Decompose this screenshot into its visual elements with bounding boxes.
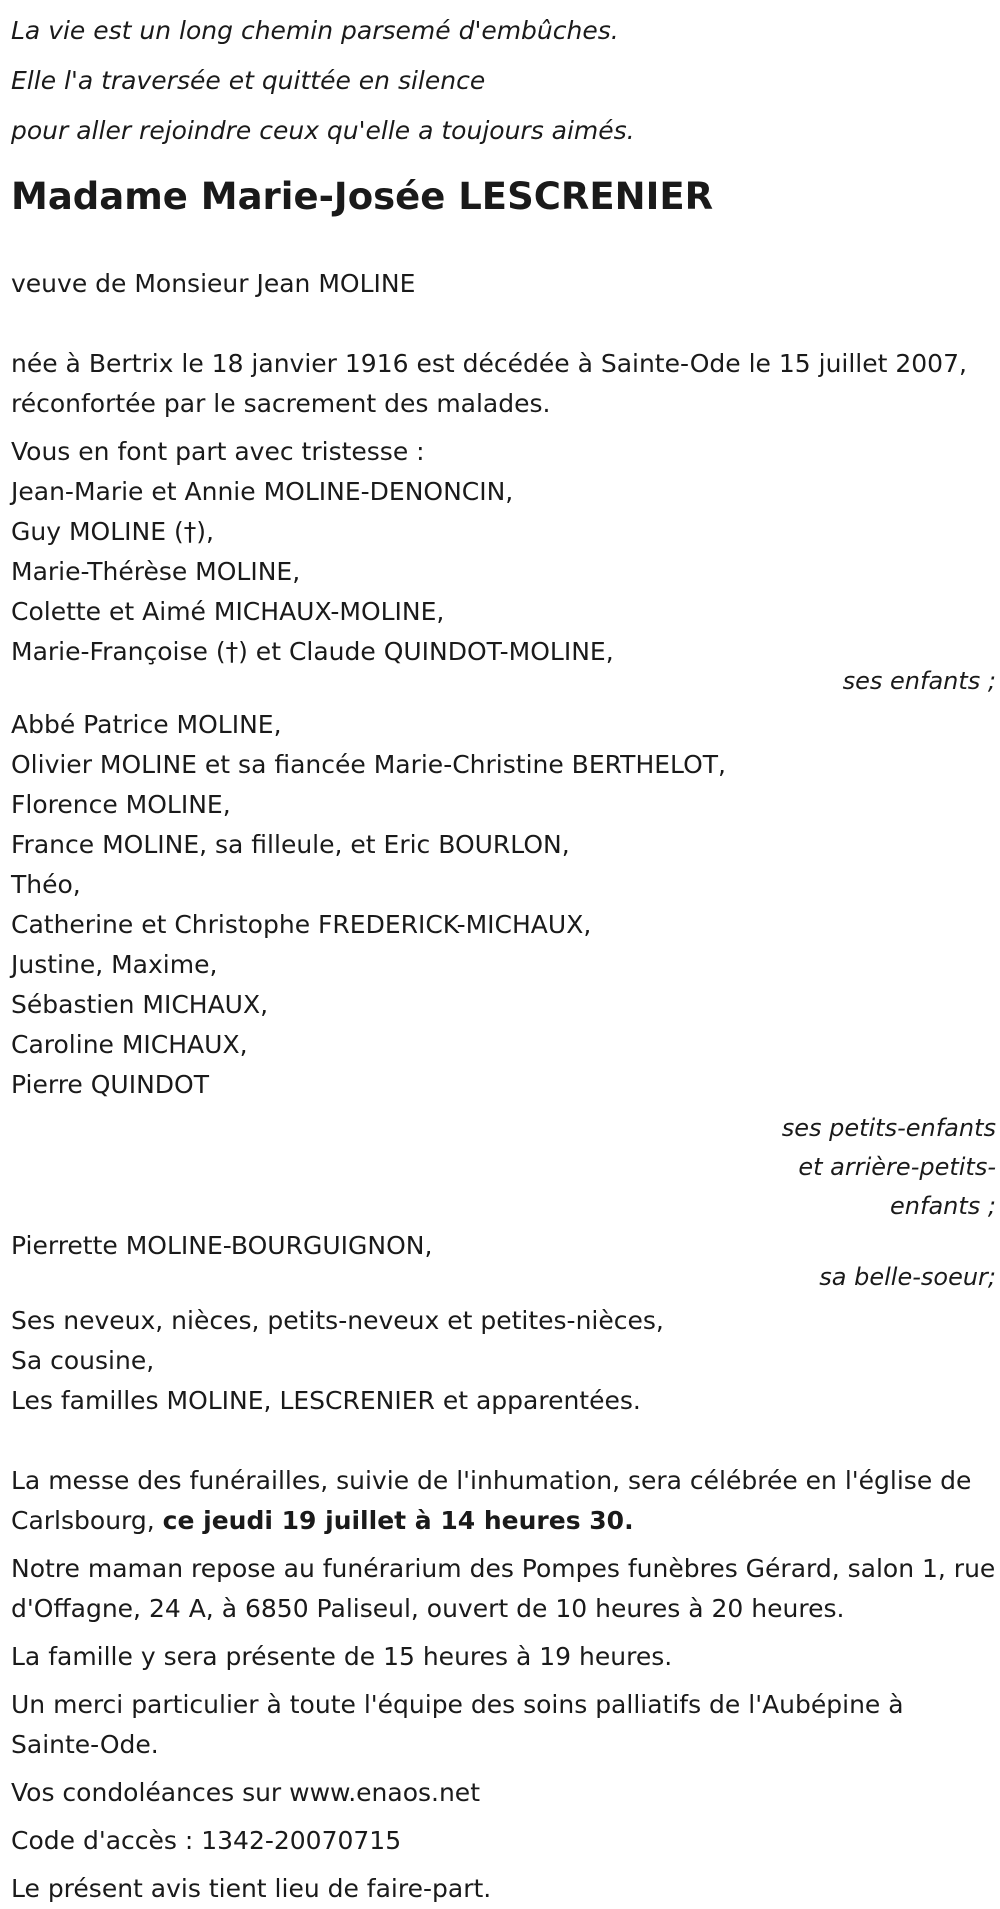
birth-death: née à Bertrix le 18 janvier 1916 est décédée à Sainte-Ode le 15 juillet 2007, réconfortée par le sacrement des malades. bbox=[11, 349, 967, 418]
thanks: Un merci particulier à toute l'équipe des soins palliatifs de l'Aubépine à Sainte-Ode. bbox=[11, 1690, 904, 1759]
list-item: Sébastien MICHAUX, bbox=[11, 990, 269, 1019]
children-list bbox=[11, 472, 996, 672]
condolences: Vos condoléances sur www.enaos.net bbox=[11, 1778, 480, 1807]
grandchildren-relation bbox=[11, 1109, 996, 1226]
list-item: Marie-Françoise (†) et Claude QUINDOT-MOLINE, bbox=[11, 637, 614, 666]
sister-in-law-relation: sa belle-soeur; bbox=[819, 1263, 996, 1291]
epigraph bbox=[11, 0, 996, 156]
epigraph-line: La vie est un long chemin parsemé d'embûches. bbox=[11, 16, 619, 45]
extended-family-list bbox=[11, 1301, 996, 1421]
list-item: Abbé Patrice MOLINE, bbox=[11, 710, 282, 739]
list-item: Sa cousine, bbox=[11, 1346, 155, 1375]
widow-of: veuve de Monsieur Jean MOLINE bbox=[11, 269, 416, 298]
grandchildren-list bbox=[11, 705, 996, 1105]
list-item: Marie-Thérèse MOLINE, bbox=[11, 557, 301, 586]
list-item: France MOLINE, sa filleule, et Eric BOURLON, bbox=[11, 830, 570, 859]
deceased-name: Madame Marie-Josée LESCRENIER bbox=[11, 175, 714, 218]
funeral-mass bbox=[11, 1461, 996, 1541]
list-item: Colette et Aimé MICHAUX-MOLINE, bbox=[11, 597, 445, 626]
list-item: Justine, Maxime, bbox=[11, 950, 218, 979]
children-relation: ses enfants ; bbox=[842, 667, 996, 695]
epigraph-line: pour aller rejoindre ceux qu'elle a toujours aimés. bbox=[11, 116, 635, 145]
sister-in-law: Pierrette MOLINE-BOURGUIGNON, bbox=[11, 1231, 433, 1260]
family-presence: La famille y sera présente de 15 heures à 19 heures. bbox=[11, 1642, 673, 1671]
obituary-notice bbox=[11, 0, 996, 1909]
notice: Le présent avis tient lieu de faire-part. bbox=[11, 1874, 492, 1903]
relation-line: ses petits-enfants bbox=[781, 1114, 996, 1142]
list-item: Ses neveux, nièces, petits-neveux et petites-nièces, bbox=[11, 1306, 664, 1335]
list-item: Florence MOLINE, bbox=[11, 790, 231, 819]
list-item: Catherine et Christophe FREDERICK-MICHAUX, bbox=[11, 910, 592, 939]
list-item: Pierre QUINDOT bbox=[11, 1070, 209, 1099]
list-item: Jean-Marie et Annie MOLINE-DENONCIN, bbox=[11, 477, 514, 506]
list-item: Les familles MOLINE, LESCRENIER et apparentées. bbox=[11, 1386, 641, 1415]
list-item: Théo, bbox=[11, 870, 81, 899]
list-item: Caroline MICHAUX, bbox=[11, 1030, 248, 1059]
list-item: Olivier MOLINE et sa fiancée Marie-Christine BERTHELOT, bbox=[11, 750, 726, 779]
mass-text: La messe des funérailles, suivie de l'inhumation, sera célébrée en l'église de Carlsbourg, bbox=[11, 1466, 972, 1535]
mass-date: ce jeudi 19 juillet à 14 heures 30. bbox=[162, 1506, 634, 1535]
list-item: Guy MOLINE (†), bbox=[11, 517, 214, 546]
announcement-lead: Vous en font part avec tristesse : bbox=[11, 437, 425, 466]
epigraph-line: Elle l'a traversée et quittée en silence bbox=[11, 66, 486, 95]
relation-line: et arrière-petits- bbox=[798, 1153, 996, 1181]
relation-line: enfants ; bbox=[890, 1192, 996, 1220]
access-code: Code d'accès : 1342-20070715 bbox=[11, 1826, 402, 1855]
repose-info: Notre maman repose au funérarium des Pompes funèbres Gérard, salon 1, rue d'Offagne, 24 A, à 6850 Paliseul, ouvert de 10 heures à 20 heures. bbox=[11, 1554, 996, 1623]
